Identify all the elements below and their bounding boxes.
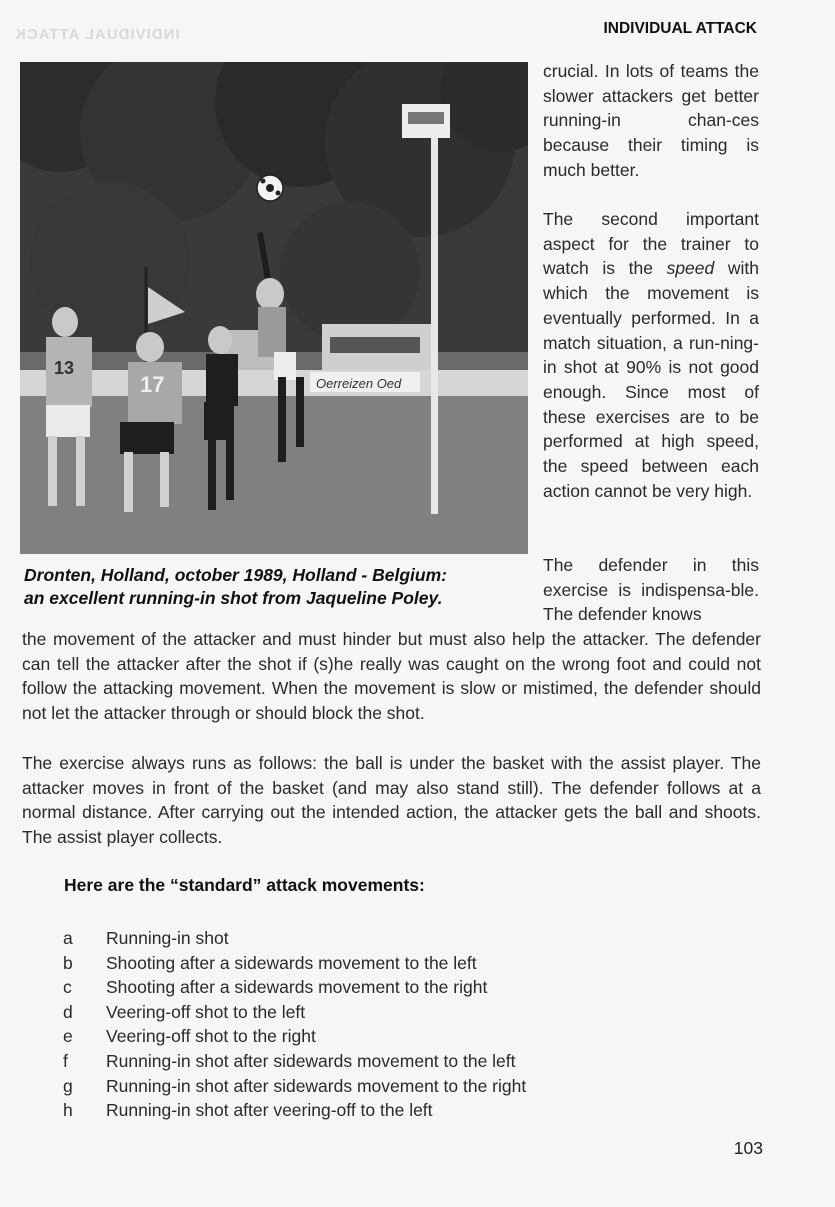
jersey-number-13: 13 xyxy=(54,358,75,378)
list-item xyxy=(63,1024,526,1049)
right-column-paragraph-1 xyxy=(543,59,759,183)
right-column-paragraph-3 xyxy=(543,553,759,627)
speed-text-part-2: with which the movement is eventually performed. In a match situation, a run-ning-in shot at 90% is not good enough. Since most of these exercises are to be performed at high speed, the speed between each action cannot be very high. xyxy=(543,258,759,501)
list-item xyxy=(63,975,526,1000)
list-item-letter: h xyxy=(63,1100,73,1121)
list-item-text: Running-in shot xyxy=(106,928,229,948)
list-item-letter: f xyxy=(63,1050,68,1071)
list-item-letter: e xyxy=(63,1026,73,1047)
list-item xyxy=(63,1000,526,1025)
paragraph-speed xyxy=(543,207,759,503)
list-item xyxy=(63,951,526,976)
caption-line-2: an excellent running-in shot from Jaqueline Poley. xyxy=(24,588,443,608)
list-item xyxy=(63,1049,526,1074)
jersey-number-17: 17 xyxy=(140,372,165,397)
body-paragraph-exercise xyxy=(22,751,761,850)
speed-emphasis: speed xyxy=(666,258,715,279)
paragraph-defender-continued: the movement of the attacker and must hinder but must also help the attacker. The defender can tell the attacker after the shot if (s)he really was caught on the wrong foot and could not follow the attacking movement. When the movement is slow or mistimed, the defender should not let the attacker through or should block the shot. xyxy=(22,629,761,724)
body-paragraph-defender-cont xyxy=(22,627,761,726)
list-item-letter: c xyxy=(63,977,72,998)
page-number: 103 xyxy=(733,1138,763,1158)
list-item-letter: a xyxy=(63,928,73,948)
list-item xyxy=(63,926,526,951)
list-item xyxy=(63,1098,526,1123)
list-item-text: Running-in shot after veering-off to the left xyxy=(106,1100,433,1121)
list-item-letter: b xyxy=(63,952,73,973)
list-item xyxy=(63,1074,526,1099)
mirrored-header-bleedthrough: INDIVIDUAL ATTACK xyxy=(14,26,180,43)
list-item-text: Running-in shot after sidewards movement to the right xyxy=(106,1075,527,1096)
paragraph-exercise: The exercise always runs as follows: the ball is under the basket with the assist player. The attacker moves in front of the basket (and may also stand still). The defender follows at a normal distance. After carrying out the intended action, the attacker gets the ball and shoots. The assist player collects. xyxy=(22,753,761,848)
list-heading: Here are the “standard” attack movements: xyxy=(64,875,425,895)
caption-line-1: Dronten, Holland, october 1989, Holland - Belgium: xyxy=(24,565,447,585)
paragraph-crucial: crucial. In lots of teams the slower attackers get better running-in chan-ces because their timing is much better. xyxy=(543,61,759,180)
list-item-letter: g xyxy=(63,1075,73,1096)
list-item-letter: d xyxy=(63,1001,73,1022)
list-item-text: Veering-off shot to the left xyxy=(106,1001,306,1022)
photo-caption xyxy=(24,564,534,610)
paragraph-defender-start: The defender in this exercise is indispensa-ble. The defender knows xyxy=(543,555,759,625)
right-column-paragraph-2 xyxy=(543,207,759,503)
banner-text: Oerreizen Oed xyxy=(316,376,402,391)
list-item-text: Veering-off shot to the right xyxy=(106,1026,316,1047)
list-item-text: Shooting after a sidewards movement to the right xyxy=(106,977,488,998)
running-head: INDIVIDUAL ATTACK xyxy=(603,20,757,37)
speed-text-part-1: The second important aspect for the trainer to watch is the xyxy=(543,209,759,279)
list-item-text: Running-in shot after sidewards movement to the left xyxy=(106,1050,516,1071)
attack-movements-list xyxy=(63,926,526,1123)
korfball-match-photo xyxy=(20,62,528,554)
list-item-text: Shooting after a sidewards movement to the left xyxy=(106,952,477,973)
